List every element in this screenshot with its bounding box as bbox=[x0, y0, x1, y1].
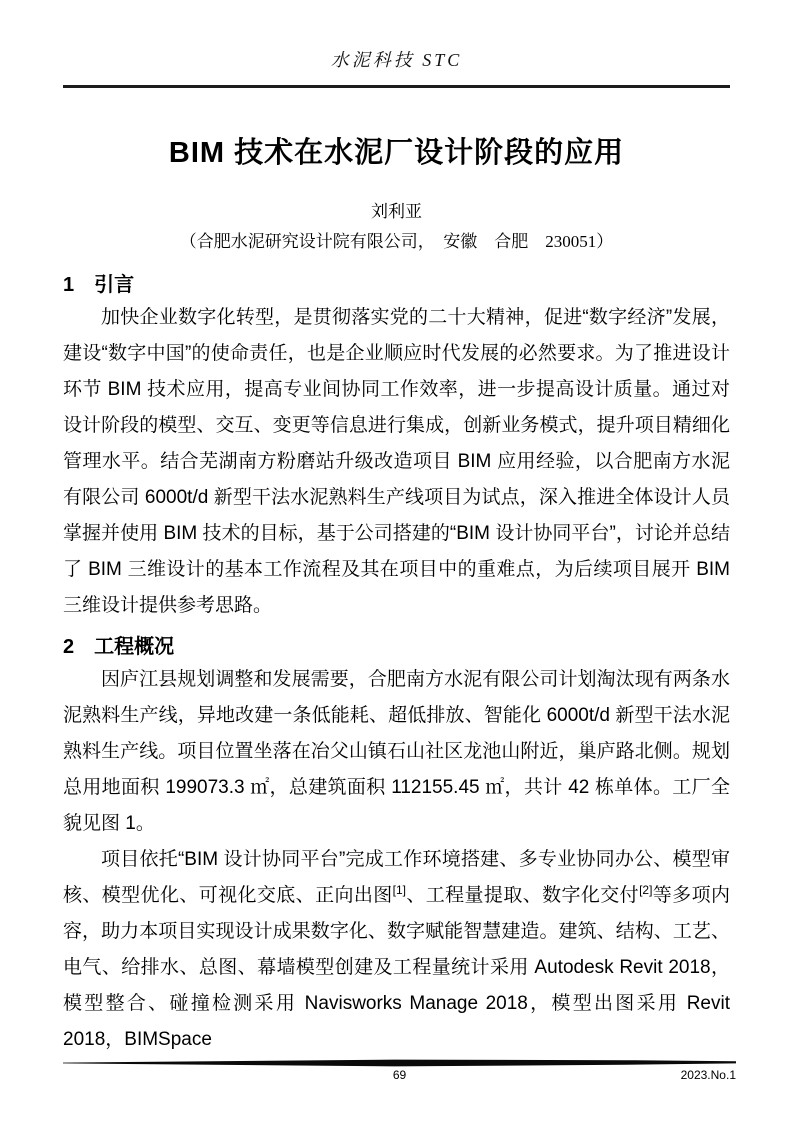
section-1-number: 1 bbox=[63, 274, 75, 296]
citation-ref-2: [2] bbox=[639, 883, 653, 897]
section-2-number: 2 bbox=[63, 636, 75, 658]
page-content bbox=[63, 0, 730, 1058]
journal-header bbox=[63, 0, 730, 72]
footer-issue-label: 2023.No.1 bbox=[680, 1068, 736, 1082]
section-2-paragraph-2 bbox=[63, 842, 730, 1058]
page-footer bbox=[63, 1059, 736, 1084]
header-rule bbox=[63, 85, 730, 88]
paragraph-text: 、工程量提取、数字化交付 bbox=[405, 885, 640, 906]
citation-ref-1: [1] bbox=[392, 883, 406, 897]
section-1-title: 引言 bbox=[94, 274, 135, 296]
article-title: BIM 技术在水泥厂设计阶段的应用 bbox=[168, 137, 625, 169]
footer-page-number: 69 bbox=[392, 1068, 407, 1082]
article-author: 刘利亚 bbox=[371, 202, 422, 221]
paragraph-text: 项目依托“BIM 设计协同平台”完成工作环境搭建、多专业协同办公、模型审核、模型优化、可视化交底、正向出图 bbox=[63, 849, 730, 906]
paragraph-text: 等多项内容，助力本项目实现设计成果数字化、数字赋能智慧建造。建筑、结构、工艺、电气、给排水、总图、幕墙模型创建及工程量统计采用 Autodesk Revit 2018，模型整合、碰撞检测采用 Navisworks Manage 2018，模型出图采用 Revit 2018，BIMSpace bbox=[63, 885, 730, 1050]
section-2-heading bbox=[63, 632, 730, 662]
journal-name: 水泥科技 STC bbox=[330, 50, 463, 70]
paragraph-text: 加快企业数字化转型，是贯彻落实党的二十大精神，促进“数字经济”发展，建设“数字中国”的使命责任，也是企业顺应时代发展的必然要求。为了推进设计环节 BIM 技术应用，提高专业间协同工作效率，进一步提高设计质量。通过对设计阶段的模型、交互、变更等信息进行集成，创新业务模式，提升项目精细化管理水平。结合芜湖南方粉磨站升级改造项目 BIM 应用经验，以合肥南方水泥有限公司 6000t/d 新型干法水泥熟料生产线项目为试点，深入推进全体设计人员掌握并使用 BIM 技术的目标，基于公司搭建的“BIM 设计协同平台”，讨论并总结了 BIM 三维设计的基本工作流程及其在项目中的重难点，为后续项目展开 BIM 三维设计提供参考思路。 bbox=[63, 307, 730, 616]
footer-divider-bar bbox=[63, 1059, 736, 1067]
section-2-paragraph-1 bbox=[63, 662, 730, 842]
section-1-paragraph-1 bbox=[63, 300, 730, 624]
section-2-title: 工程概况 bbox=[94, 636, 175, 658]
paragraph-text: 因庐江县规划调整和发展需要，合肥南方水泥有限公司计划淘汰现有两条水泥熟料生产线，异地改建一条低能耗、超低排放、智能化 6000t/d 新型干法水泥熟料生产线。项目位置坐落在冶父山镇石山社区龙池山附近，巢庐路北侧。规划总用地面积 199073.3 ㎡，总建筑面积 112155.45 ㎡，共计 42 栋单体。工厂全貌见图 1。 bbox=[63, 669, 730, 834]
section-1-heading bbox=[63, 270, 730, 300]
footer-text-row bbox=[63, 1068, 736, 1084]
article-affiliation: （合肥水泥研究设计院有限公司， 安徽 合肥 230051） bbox=[179, 232, 614, 251]
